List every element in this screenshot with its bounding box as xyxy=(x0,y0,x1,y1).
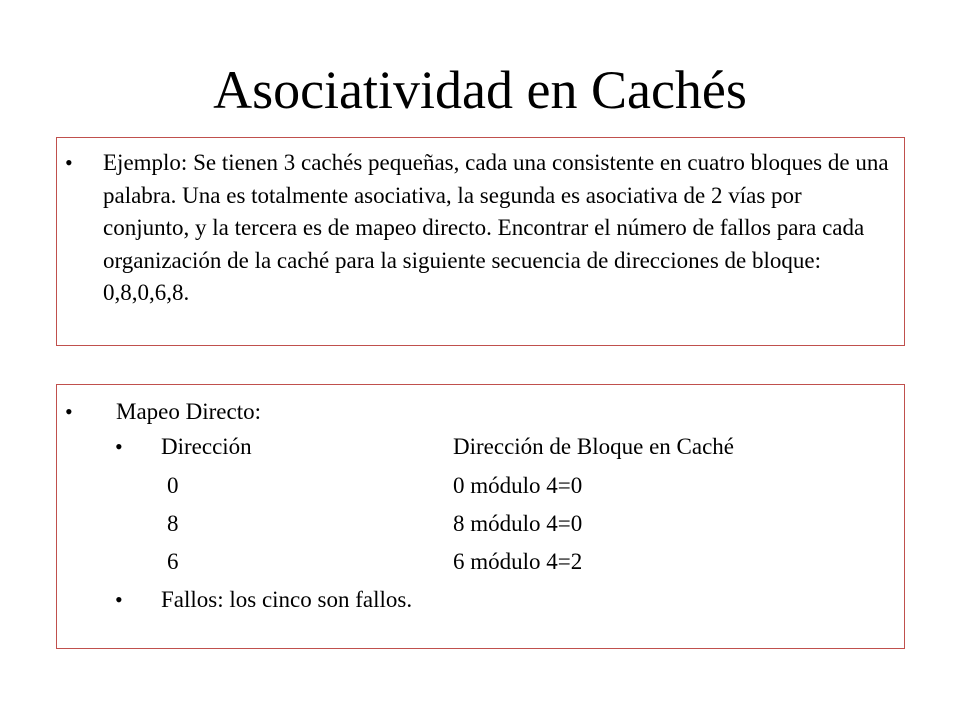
example-text-box xyxy=(56,137,905,346)
column-header-address: Dirección xyxy=(161,434,252,459)
table-cell-address: 0 xyxy=(167,473,179,498)
bullet-icon: • xyxy=(115,434,123,459)
table-cell-block: 8 módulo 4=0 xyxy=(453,511,583,536)
bullet-icon: • xyxy=(65,399,73,424)
bullet-icon: • xyxy=(65,150,73,175)
table-cell-block: 0 módulo 4=0 xyxy=(453,473,583,498)
bullet-icon: • xyxy=(115,587,123,612)
table-cell-address: 6 xyxy=(167,549,179,574)
mapping-heading: Mapeo Directo: xyxy=(116,399,261,424)
direct-mapping-box xyxy=(56,384,905,649)
table-cell-block: 6 módulo 4=2 xyxy=(453,549,583,574)
example-paragraph: Ejemplo: Se tienen 3 cachés pequeñas, cada una consistente en cuatro bloques de una palabra. Una es totalmente asociativa, la segunda es asociativa de 2 vías por conjunto, y la tercera es de mapeo directo. Encontrar el número de fallos para cada organización de la caché para la siguiente secuencia de direcciones de bloque: 0,8,0,6,8. xyxy=(103,150,889,305)
misses-conclusion: Fallos: los cinco son fallos. xyxy=(161,587,413,612)
table-cell-address: 8 xyxy=(167,511,179,536)
column-header-block: Dirección de Bloque en Caché xyxy=(453,434,734,459)
slide-title: Asociatividad en Cachés xyxy=(213,60,747,120)
